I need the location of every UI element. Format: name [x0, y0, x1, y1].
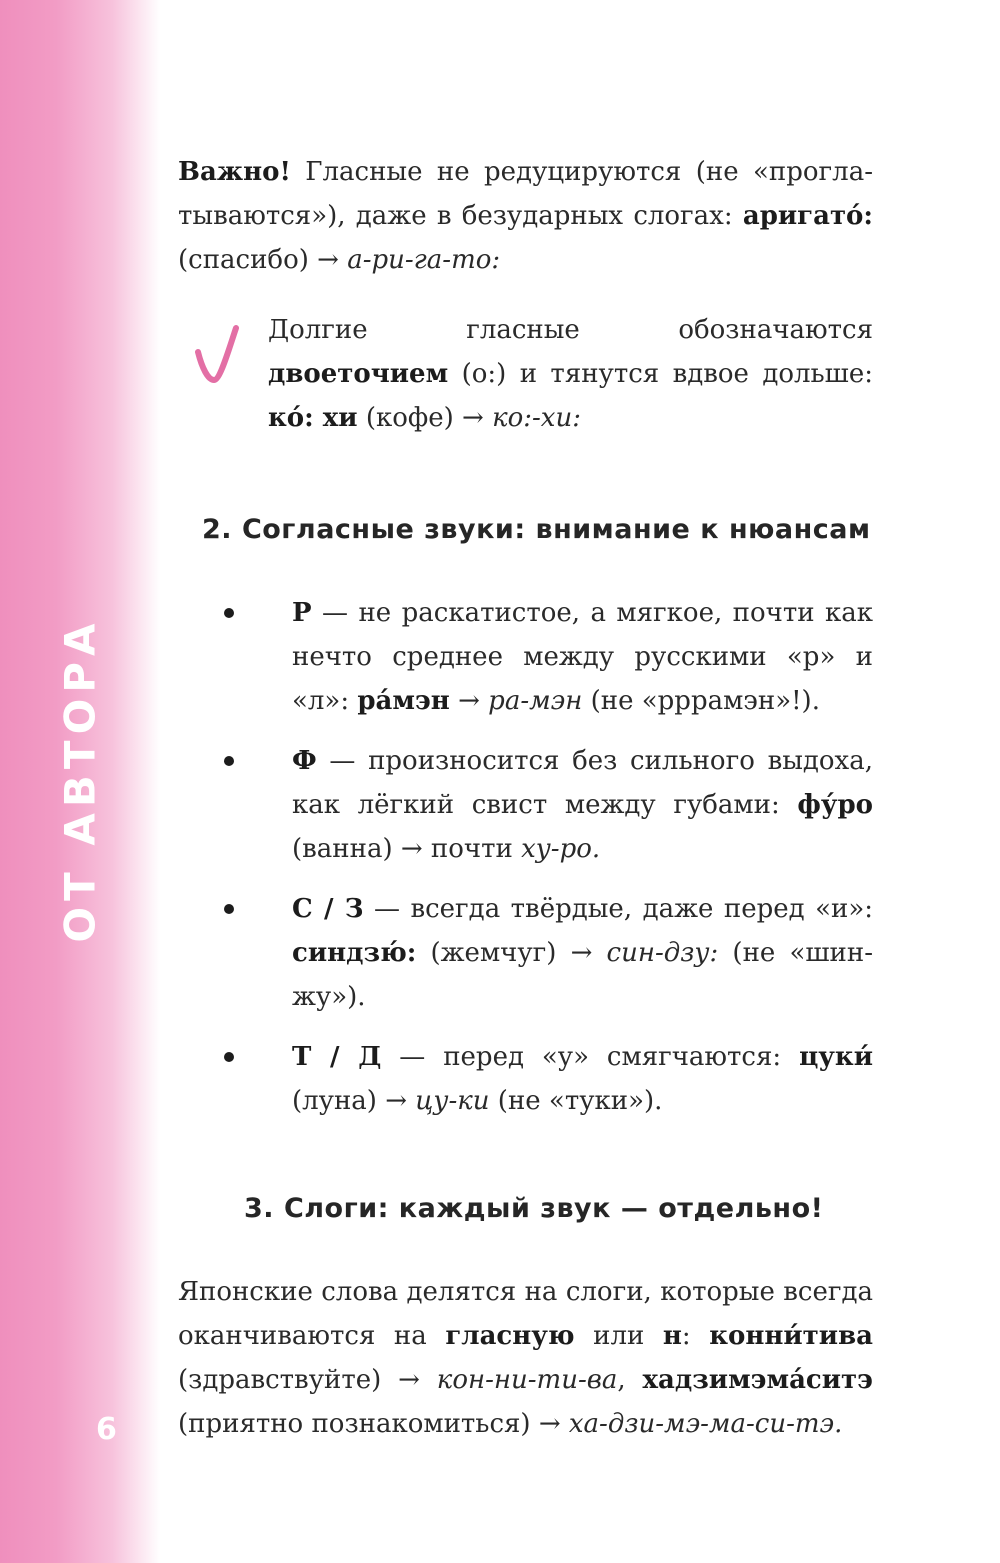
- syllables-text: Японские слова делятся на слоги, которые всегда оканчиваются на: [178, 1277, 873, 1351]
- sidebar-section-title: ОТ АВТОРА: [55, 617, 105, 943]
- rule-text: — произносится без сильного выдоха, как лёгкий свист между губами:: [292, 746, 873, 820]
- rule-text: — не раскатистое, а мягкое, почти как нечто среднее между русскими «р» и «л»:: [292, 598, 873, 716]
- intro-paragraph: [178, 150, 873, 282]
- intro-text: Гласные не редуцируются (не «проглатываются»), даже в безударных слогах:: [178, 157, 873, 231]
- syllables-pronunciation: кон-ни-ти-ва: [436, 1365, 618, 1395]
- rule-text: →: [449, 686, 489, 716]
- intro-term: аригато́:: [742, 201, 873, 231]
- note-pronunciation: ко:-хи:: [492, 403, 581, 433]
- rule-text: (не «шинжу»).: [292, 938, 873, 1012]
- syllables-text: или: [574, 1321, 663, 1351]
- bullet-icon: [224, 608, 234, 618]
- rule-pronunciation: цу-ки: [415, 1086, 490, 1116]
- bullet-icon: [224, 756, 234, 766]
- syllables-term: хадзимэма́ситэ: [642, 1365, 873, 1395]
- rule-term: фу́ро: [797, 790, 873, 820]
- page-number: 6: [96, 1412, 117, 1447]
- note-text: (кофе) →: [357, 403, 493, 433]
- rule-letter: Р: [292, 598, 312, 628]
- rule-term: синдзю́:: [292, 938, 417, 968]
- syllables-term: конни́тива: [709, 1321, 873, 1351]
- rule-text: (ванна) → почти: [292, 834, 522, 864]
- rule-letter: Т / Д: [292, 1042, 382, 1072]
- intro-text: (спасибо) →: [178, 245, 348, 275]
- rule-pronunciation: ху-ро.: [521, 834, 601, 864]
- intro-bold-lead: Важно!: [178, 157, 291, 187]
- rule-pronunciation: син-дзу:: [606, 938, 719, 968]
- rule-text: (жемчуг) →: [416, 938, 607, 968]
- syllables-pronunciation: ха-дзи-мэ-ма-си-тэ.: [568, 1409, 843, 1439]
- bullet-icon: [224, 904, 234, 914]
- bullet-icon: [224, 1052, 234, 1062]
- intro-pronunciation: а-ри-га-то:: [347, 245, 501, 275]
- note-term: ко́: хи: [268, 403, 358, 433]
- rule-term: ра́мэн: [357, 686, 450, 716]
- syllables-bold: н: [662, 1321, 682, 1351]
- note-text: Долгие гласные обозначаются: [268, 315, 873, 345]
- list-item: [178, 591, 873, 723]
- section-heading-syllables: 3. Слоги: каждый звук — отдельно!: [244, 1193, 824, 1224]
- list-item: [178, 887, 873, 1019]
- note-text: (о:) и тянутся вдвое дольше:: [448, 359, 873, 389]
- rule-letter: Ф: [292, 746, 317, 776]
- rule-letter: С / З: [292, 894, 364, 924]
- section-heading-consonants: 2. Согласные звуки: внимание к нюансам: [202, 514, 871, 545]
- list-item: [178, 1035, 873, 1123]
- rule-pronunciation: ра-мэн: [488, 686, 583, 716]
- sidebar-band: [0, 0, 160, 1563]
- syllables-text: (здравствуйте) →: [178, 1365, 437, 1395]
- rule-text: (луна) →: [292, 1086, 416, 1116]
- note-block: [178, 308, 873, 440]
- rule-text: (не «туки»).: [489, 1086, 663, 1116]
- rule-text: — всегда твёрдые, даже перед «и»:: [363, 894, 874, 924]
- consonant-rules-list: [178, 591, 873, 1123]
- syllables-text: ,: [617, 1365, 643, 1395]
- page-content: [178, 150, 873, 1446]
- syllables-text: (приятно познакомиться) →: [178, 1409, 569, 1439]
- checkmark-icon: [190, 322, 242, 386]
- syllables-text: :: [681, 1321, 710, 1351]
- list-item: [178, 739, 873, 871]
- rule-text: — перед «у» смягчаются:: [381, 1042, 800, 1072]
- note-bold: двоеточием: [268, 359, 449, 389]
- rule-term: цуки́: [799, 1042, 873, 1072]
- syllables-bold: гласную: [445, 1321, 575, 1351]
- syllables-paragraph: [178, 1270, 873, 1446]
- rule-text: (не «рррамэн»!).: [582, 686, 820, 716]
- note-paragraph: [268, 308, 873, 440]
